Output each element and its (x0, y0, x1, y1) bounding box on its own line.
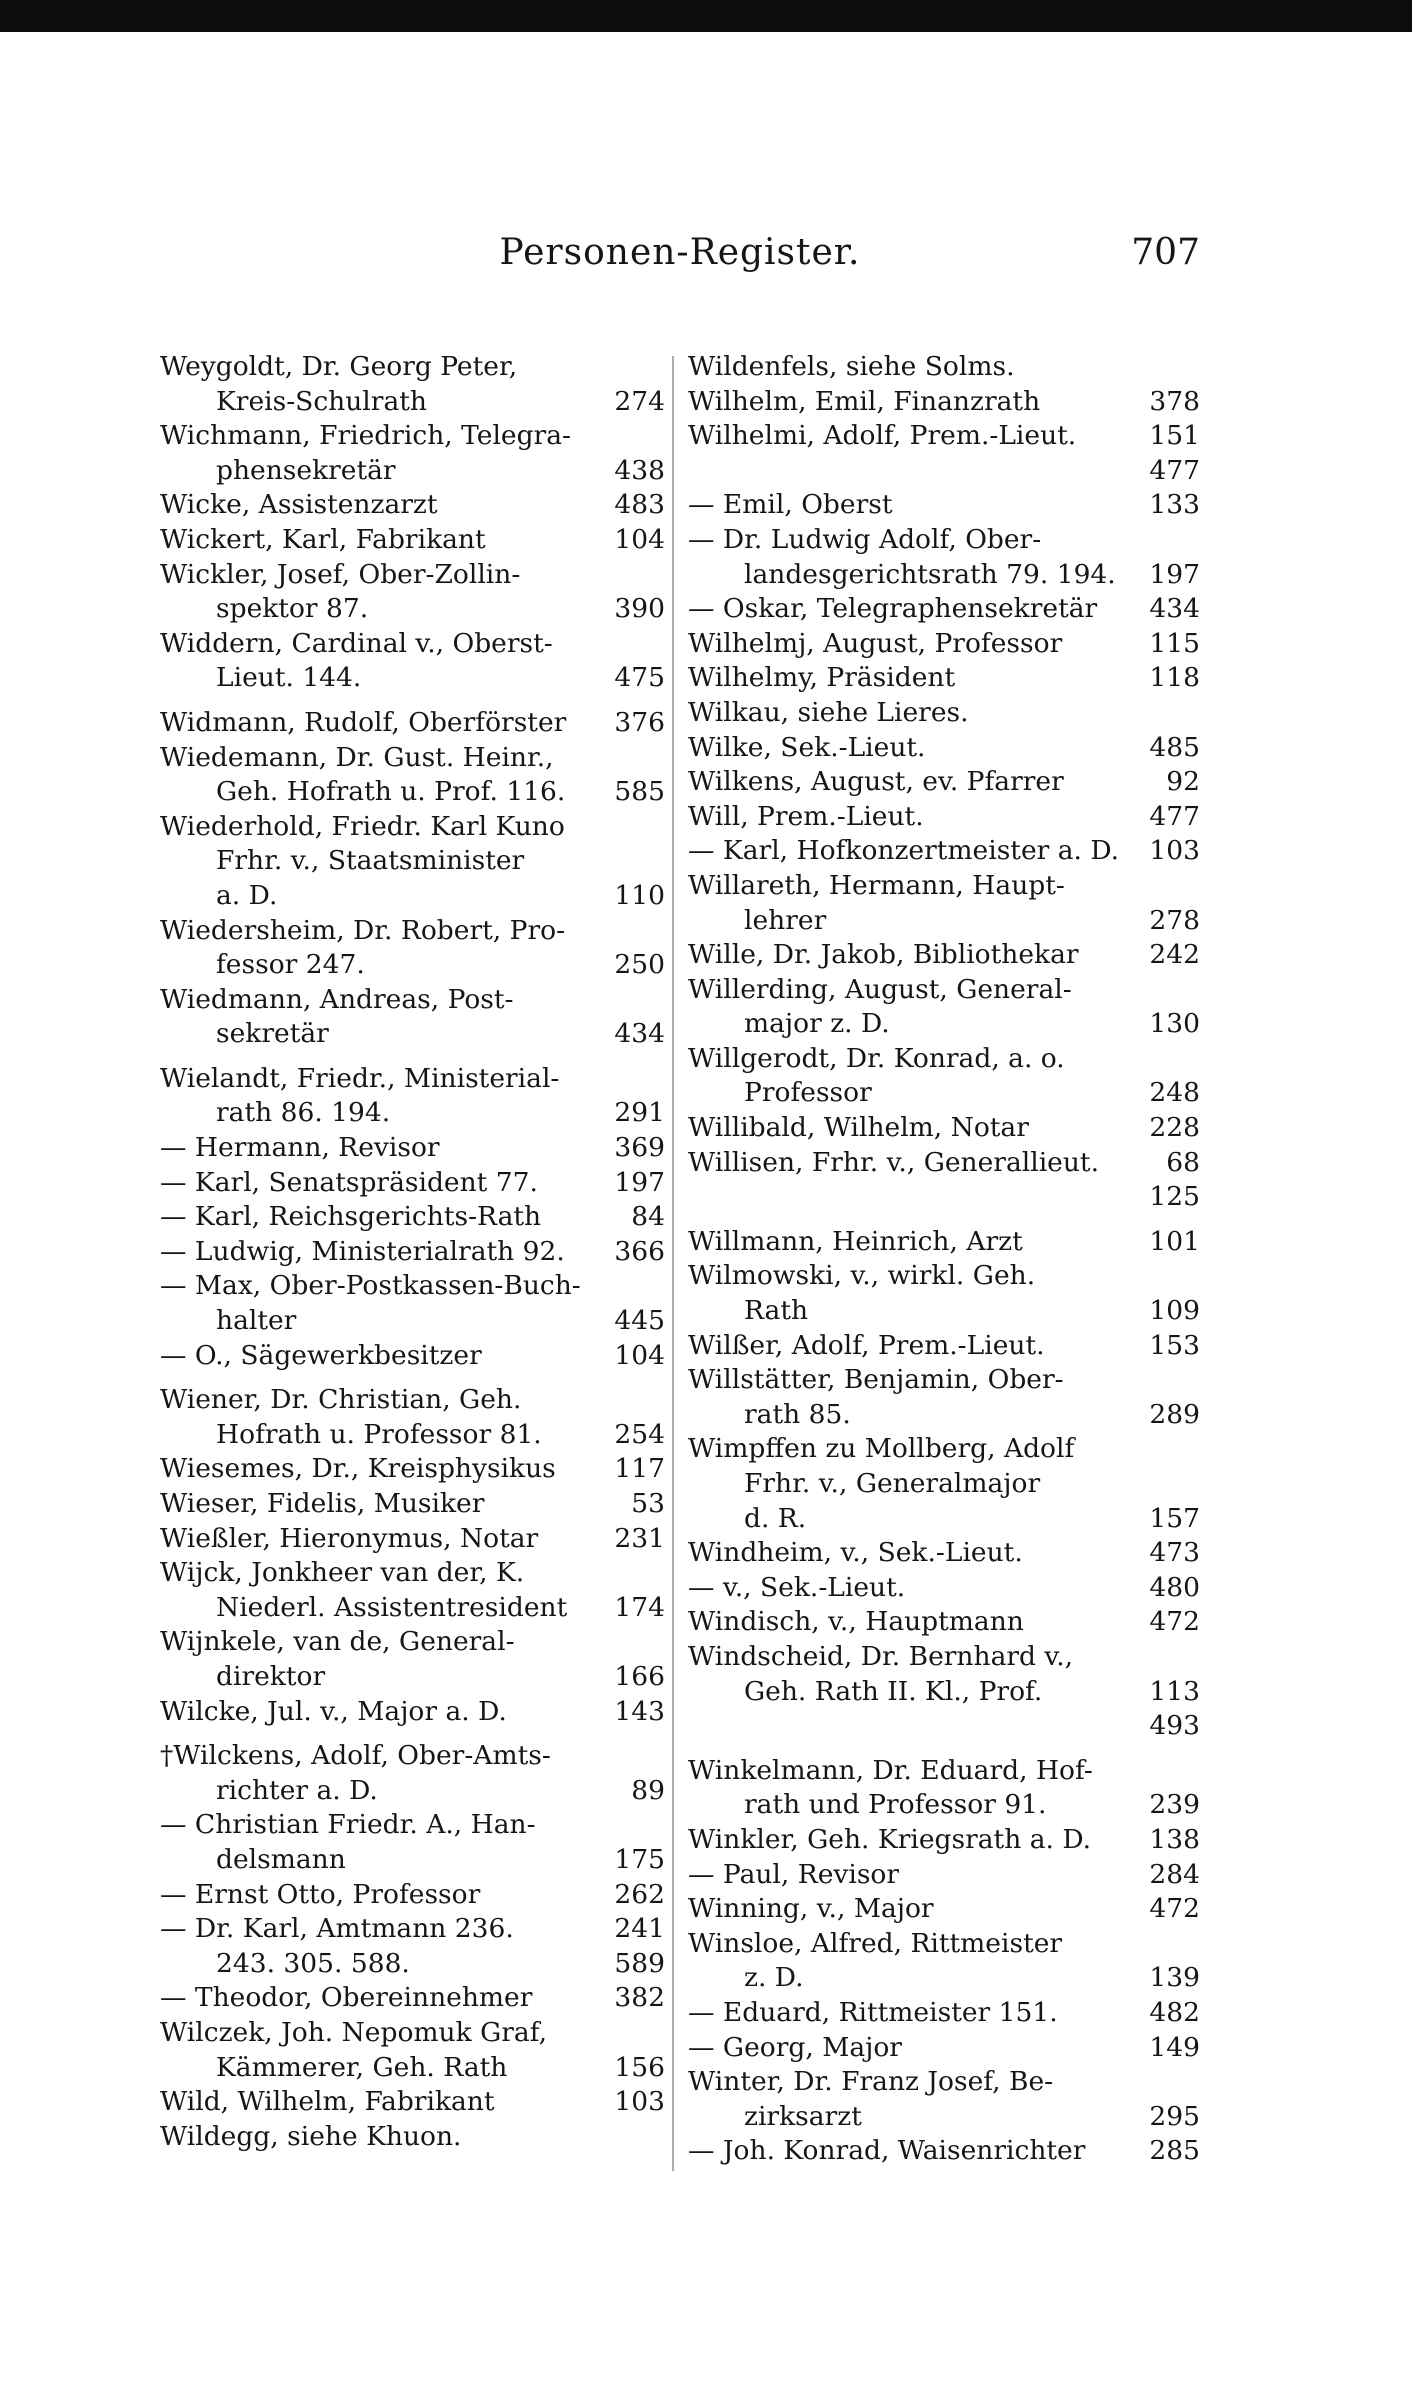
entry-text: — Eduard, Rittmeister 151. (688, 1996, 1058, 2028)
index-entry (688, 1076, 1200, 1111)
entry-page-ref: 175 (614, 1843, 665, 1875)
index-entry (688, 1927, 1200, 1962)
entry-text: — v., Sek.-Lieut. (688, 1571, 906, 1603)
index-entry (688, 454, 1200, 489)
page-title: Personen-Register. (499, 232, 861, 273)
entry-page-ref: 289 (1149, 1398, 1200, 1430)
entry-text: Wilke, Sek.-Lieut. (688, 731, 926, 763)
entry-text: — Max, Ober-Postkassen-Buch- (160, 1270, 581, 1302)
entry-text: Wichmann, Friedrich, Telegra- (160, 420, 571, 452)
index-entry (160, 983, 665, 1018)
entry-text: Hofrath u. Professor 81. (216, 1418, 542, 1450)
index-entry (688, 1640, 1200, 1675)
entry-page-ref: 157 (1149, 1502, 1200, 1534)
entry-text: Wilhelmi, Adolf, Prem.-Lieut. (688, 420, 1077, 452)
entry-text: Rath (744, 1295, 809, 1327)
entry-page-ref: 434 (614, 1018, 665, 1050)
entry-page-ref: 149 (1149, 2031, 1200, 2063)
index-entry (688, 938, 1200, 973)
index-entry (160, 592, 665, 627)
index-entry (160, 1452, 665, 1487)
index-entry (160, 523, 665, 558)
index-entry (160, 488, 665, 523)
entry-text: Windscheid, Dr. Bernhard v., (688, 1640, 1074, 1672)
entry-text: Windheim, v., Sek.-Lieut. (688, 1537, 1023, 1569)
entry-page-ref: 250 (614, 949, 665, 981)
index-entry (688, 2031, 1200, 2066)
entry-page-ref: 438 (614, 454, 665, 486)
index-entry (160, 1383, 665, 1418)
entry-page-ref: 254 (614, 1418, 665, 1450)
index-entry (160, 1912, 665, 1947)
entry-text: — Paul, Revisor (688, 1858, 900, 1890)
entry-text: Wilkau, siehe Lieres. (688, 696, 969, 728)
index-entry (688, 1007, 1200, 1042)
entry-page-ref: 241 (614, 1913, 665, 1945)
entry-text: — Karl, Reichsgerichts-Rath (160, 1201, 542, 1233)
entry-page-ref: 117 (614, 1453, 665, 1485)
index-entry (160, 1878, 665, 1913)
entry-text: Weygoldt, Dr. Georg Peter, (160, 351, 518, 382)
entry-text: Winkelmann, Dr. Eduard, Hof- (688, 1754, 1093, 1786)
entry-text: Willareth, Hermann, Haupt- (688, 869, 1065, 901)
index-entry (688, 1398, 1200, 1433)
entry-text: Will, Prem.-Lieut. (688, 800, 924, 832)
entry-text: Wilhelmy, Präsident (688, 662, 956, 694)
entry-text: Wimpffen zu Mollberg, Adolf (688, 1433, 1075, 1465)
index-entry (160, 627, 665, 662)
entry-page-ref: 434 (1149, 593, 1200, 625)
entry-text: — Emil, Oberst (688, 489, 893, 521)
entry-text: Wildegg, siehe Khuon. (160, 2120, 462, 2152)
entry-text: rath und Professor 91. (744, 1789, 1047, 1821)
entry-text: Wilhelm, Emil, Finanzrath (688, 385, 1041, 417)
left-index-column (160, 350, 665, 2154)
entry-text: Wille, Dr. Jakob, Bibliothekar (688, 939, 1079, 971)
right-index-column (688, 350, 1200, 2169)
index-entry (688, 419, 1200, 454)
index-entry (688, 1180, 1200, 1215)
index-entry (160, 1981, 665, 2016)
index-entry (160, 914, 665, 949)
entry-page-ref: 382 (614, 1982, 665, 2014)
index-entry (688, 800, 1200, 835)
entry-text: — Dr. Karl, Amtmann 236. (160, 1913, 514, 1945)
index-entry (688, 523, 1200, 558)
entry-page-ref: 166 (614, 1660, 665, 1692)
entry-text: Wiedersheim, Dr. Robert, Pro- (160, 914, 566, 946)
index-entry (688, 385, 1200, 420)
entry-text: fessor 247. (216, 949, 365, 981)
index-entry (160, 1739, 665, 1774)
entry-text: Wiedemann, Dr. Gust. Heinr., (160, 741, 554, 773)
entry-page-ref: 151 (1149, 420, 1200, 452)
entry-text: phensekretär (216, 454, 396, 486)
entry-page-ref: 493 (1149, 1710, 1200, 1742)
entry-page-ref: 248 (1149, 1077, 1200, 1109)
index-entry (160, 1096, 665, 1131)
index-entry (160, 661, 665, 696)
entry-page-ref: 153 (1149, 1329, 1200, 1361)
entry-page-ref: 118 (1149, 662, 1200, 694)
index-entry (688, 1329, 1200, 1364)
entry-text: 243. 305. 588. (216, 1947, 410, 1979)
entry-page-ref: 109 (1149, 1295, 1200, 1327)
entry-text: Willmann, Heinrich, Arzt (688, 1225, 1023, 1257)
entry-page-ref: 101 (1149, 1225, 1200, 1257)
entry-text: Wilmowski, v., wirkl. Geh. (688, 1260, 1036, 1292)
index-entry (160, 1017, 665, 1052)
entry-page-ref: 143 (614, 1695, 665, 1727)
entry-text: major z. D. (744, 1008, 890, 1040)
index-entry (688, 1042, 1200, 1077)
entry-text: Wickert, Karl, Fabrikant (160, 523, 486, 555)
entry-page-ref: 589 (614, 1947, 665, 1979)
entry-text: Wiesemes, Dr., Kreisphysikus (160, 1453, 556, 1485)
index-entry (160, 1947, 665, 1982)
index-entry (160, 1660, 665, 1695)
entry-text: Willerding, August, General- (688, 973, 1072, 1005)
entry-page-ref: 130 (1149, 1008, 1200, 1040)
entry-text: landesgerichtsrath 79. 194. (744, 558, 1116, 590)
index-entry (688, 592, 1200, 627)
index-entry (688, 661, 1200, 696)
entry-page-ref: 68 (1166, 1146, 1200, 1178)
index-entry (160, 1556, 665, 1591)
entry-text: Frhr. v., Staatsminister (216, 845, 525, 877)
entry-page-ref: 125 (1149, 1181, 1200, 1213)
entry-page-ref: 231 (614, 1522, 665, 1554)
index-entry (688, 350, 1200, 385)
entry-text: — Ludwig, Ministerialrath 92. (160, 1235, 565, 1267)
entry-text: Kreis-Schulrath (216, 385, 427, 417)
entry-page-ref: 278 (1149, 904, 1200, 936)
entry-text: Wießler, Hieronymus, Notar (160, 1522, 539, 1554)
entry-page-ref: 53 (631, 1488, 665, 1519)
index-entry (160, 741, 665, 776)
entry-page-ref: 369 (614, 1132, 665, 1164)
entry-page-ref: 239 (1149, 1789, 1200, 1821)
entry-page-ref: 472 (1149, 1893, 1200, 1925)
index-entry (160, 1591, 665, 1626)
index-entry (160, 1695, 665, 1730)
index-entry (688, 696, 1200, 731)
index-entry (160, 948, 665, 983)
entry-page-ref: 242 (1149, 939, 1200, 971)
entry-page-ref: 366 (614, 1235, 665, 1267)
entry-text: Windisch, v., Hauptmann (688, 1606, 1024, 1638)
index-entry (688, 2134, 1200, 2169)
entry-text: — Hermann, Revisor (160, 1132, 440, 1164)
index-entry (160, 1131, 665, 1166)
entry-text: z. D. (744, 1962, 804, 1994)
index-entry (688, 834, 1200, 869)
entry-page-ref: 84 (631, 1201, 665, 1233)
entry-page-ref: 197 (614, 1166, 665, 1198)
index-entry (160, 1774, 665, 1809)
index-entry (688, 1571, 1200, 1606)
entry-text: Wijnkele, van de, General- (160, 1626, 515, 1658)
entry-text: Winter, Dr. Franz Josef, Be- (688, 2066, 1054, 2098)
entry-text: Lieut. 144. (216, 662, 362, 694)
index-entry (160, 1235, 665, 1270)
entry-text: zirksarzt (744, 2100, 862, 2132)
index-entry (688, 558, 1200, 593)
entry-text: — Oskar, Telegraphensekretär (688, 593, 1098, 625)
entry-text: richter a. D. (216, 1774, 378, 1806)
entry-page-ref: 103 (614, 2086, 665, 2118)
index-entry (688, 731, 1200, 766)
entry-text: — Theodor, Obereinnehmer (160, 1982, 533, 2014)
index-entry (688, 1502, 1200, 1537)
index-entry (688, 1225, 1200, 1260)
entry-page-ref: 262 (614, 1878, 665, 1910)
entry-page-ref: 585 (614, 776, 665, 808)
entry-text: Willstätter, Benjamin, Ober- (688, 1364, 1064, 1396)
entry-text: †Wilckens, Adolf, Ober-Amts- (160, 1740, 551, 1772)
index-entry (160, 1062, 665, 1097)
index-entry (160, 879, 665, 914)
entry-text: Willisen, Frhr. v., Generallieut. (688, 1146, 1100, 1178)
entry-page-ref: 480 (1149, 1571, 1200, 1603)
index-entry (688, 1605, 1200, 1640)
index-entry (160, 1304, 665, 1339)
entry-text: Wiener, Dr. Christian, Geh. (160, 1384, 522, 1416)
index-entry (688, 904, 1200, 939)
entry-text: Wilcke, Jul. v., Major a. D. (160, 1695, 507, 1727)
entry-text: Wilßer, Adolf, Prem.-Lieut. (688, 1329, 1045, 1361)
index-entry (160, 1418, 665, 1453)
entry-text: Winning, v., Major (688, 1893, 934, 1925)
index-entry (160, 1843, 665, 1878)
index-entry (688, 1858, 1200, 1893)
index-entry (688, 1111, 1200, 1146)
page-number: 707 (1131, 232, 1200, 273)
entry-text: — Karl, Hofkonzertmeister a. D. (688, 835, 1120, 867)
index-entry (160, 844, 665, 879)
index-entry (160, 2016, 665, 2051)
index-entry (160, 775, 665, 810)
entry-text: — Georg, Major (688, 2031, 902, 2063)
index-entry (688, 1788, 1200, 1823)
entry-text: Wildenfels, siehe Solms. (688, 351, 1015, 382)
entry-text: — Ernst Otto, Professor (160, 1878, 481, 1910)
entry-page-ref: 285 (1149, 2135, 1200, 2167)
index-entry (688, 1754, 1200, 1789)
index-entry (688, 1892, 1200, 1927)
index-entry (688, 1146, 1200, 1181)
entry-page-ref: 475 (614, 662, 665, 694)
index-entry (688, 1363, 1200, 1398)
index-entry (160, 1625, 665, 1660)
index-entry (160, 1269, 665, 1304)
index-entry (160, 454, 665, 489)
entry-page-ref: 445 (614, 1305, 665, 1337)
entry-text: — Joh. Konrad, Waisenrichter (688, 2135, 1086, 2167)
index-entry (688, 2065, 1200, 2100)
entry-text: spektor 87. (216, 593, 369, 625)
index-entry (688, 1259, 1200, 1294)
entry-page-ref: 284 (1149, 1858, 1200, 1890)
entry-page-ref: 482 (1149, 1996, 1200, 2028)
entry-text: delsmann (216, 1843, 346, 1875)
index-entry (160, 385, 665, 420)
page-header (160, 232, 1200, 282)
entry-page-ref: 174 (614, 1591, 665, 1623)
index-entry (160, 1200, 665, 1235)
entry-page-ref: 156 (614, 2051, 665, 2083)
index-entry (688, 869, 1200, 904)
index-entry (160, 1339, 665, 1374)
entry-page-ref: 197 (1149, 558, 1200, 590)
index-entry (160, 1487, 665, 1522)
index-entry (688, 1467, 1200, 1502)
entry-page-ref: 104 (614, 1339, 665, 1371)
entry-text: lehrer (744, 904, 827, 936)
entry-page-ref: 483 (614, 489, 665, 521)
entry-text: — Karl, Senatspräsident 77. (160, 1166, 538, 1198)
index-entry (160, 706, 665, 741)
entry-page-ref: 104 (614, 523, 665, 555)
entry-page-ref: 472 (1149, 1606, 1200, 1638)
entry-text: Niederl. Assistentresident (216, 1591, 568, 1623)
entry-text: Wicke, Assistenzarzt (160, 489, 438, 521)
entry-text: halter (216, 1305, 297, 1337)
index-entry (688, 1996, 1200, 2031)
index-entry (160, 1166, 665, 1201)
entry-text: Geh. Hofrath u. Prof. 116. (216, 776, 566, 808)
entry-page-ref: 390 (614, 593, 665, 625)
entry-text: Geh. Rath II. Kl., Prof. (744, 1675, 1043, 1707)
index-entry (688, 2100, 1200, 2135)
entry-text: Professor (744, 1077, 872, 1109)
entry-page-ref: 115 (1149, 627, 1200, 659)
index-entry (160, 419, 665, 454)
entry-page-ref: 110 (614, 879, 665, 911)
entry-text: Willibald, Wilhelm, Notar (688, 1112, 1029, 1144)
index-entry (160, 2051, 665, 2086)
index-entry (160, 1522, 665, 1557)
entry-page-ref: 376 (614, 706, 665, 738)
entry-page-ref: 295 (1149, 2100, 1200, 2132)
entry-page-ref: 291 (614, 1097, 665, 1129)
entry-page-ref: 138 (1149, 1823, 1200, 1855)
entry-page-ref: 228 (1149, 1112, 1200, 1144)
entry-page-ref: 274 (614, 385, 665, 417)
index-entry (688, 1536, 1200, 1571)
entry-text: Wild, Wilhelm, Fabrikant (160, 2086, 495, 2118)
entry-page-ref: 477 (1149, 454, 1200, 486)
entry-text: Wickler, Josef, Ober-Zollin- (160, 558, 521, 590)
index-entry (688, 973, 1200, 1008)
entry-text: Widmann, Rudolf, Oberförster (160, 706, 567, 738)
entry-text: Wiederhold, Friedr. Karl Kuno (160, 810, 565, 842)
index-entry (688, 1961, 1200, 1996)
index-entry (688, 1432, 1200, 1467)
entry-text: Widdern, Cardinal v., Oberst- (160, 627, 553, 659)
entry-text: — O., Sägewerkbesitzer (160, 1339, 482, 1371)
entry-text: d. R. (744, 1502, 807, 1534)
entry-text: Wieser, Fidelis, Musiker (160, 1488, 485, 1519)
entry-text: — Dr. Ludwig Adolf, Ober- (688, 523, 1042, 555)
entry-text: rath 86. 194. (216, 1097, 391, 1129)
index-entry (160, 350, 665, 385)
entry-text: Winkler, Geh. Kriegsrath a. D. (688, 1823, 1092, 1855)
index-entry (688, 1675, 1200, 1710)
entry-text: rath 85. (744, 1398, 851, 1430)
entry-text: Frhr. v., Generalmajor (744, 1468, 1041, 1499)
entry-text: — Christian Friedr. A., Han- (160, 1809, 536, 1841)
entry-page-ref: 133 (1149, 489, 1200, 521)
entry-page-ref: 103 (1149, 835, 1200, 867)
entry-page-ref: 139 (1149, 1962, 1200, 1994)
entry-text: Willgerodt, Dr. Konrad, a. o. (688, 1042, 1065, 1074)
index-entry (688, 488, 1200, 523)
top-border-bar (0, 0, 1412, 32)
entry-text: Wijck, Jonkheer van der, K. (160, 1557, 525, 1589)
index-entry (160, 1808, 665, 1843)
entry-page-ref: 89 (631, 1774, 665, 1806)
index-entry (160, 2085, 665, 2120)
entry-text: sekretär (216, 1018, 329, 1050)
index-entry (688, 1709, 1200, 1744)
entry-text: Wiedmann, Andreas, Post- (160, 983, 514, 1015)
entry-text: Kämmerer, Geh. Rath (216, 2051, 508, 2083)
index-entry (160, 558, 665, 593)
entry-page-ref: 477 (1149, 800, 1200, 832)
entry-text: direktor (216, 1660, 326, 1692)
entry-text: Winsloe, Alfred, Rittmeister (688, 1927, 1063, 1959)
index-entry (688, 765, 1200, 800)
index-entry (688, 627, 1200, 662)
entry-page-ref: 473 (1149, 1537, 1200, 1569)
entry-page-ref: 92 (1166, 766, 1200, 798)
column-divider (672, 356, 674, 2171)
index-entry (688, 1294, 1200, 1329)
entry-text: Wilkens, August, ev. Pfarrer (688, 766, 1064, 798)
entry-text: Wilhelmj, August, Professor (688, 627, 1063, 659)
index-entry (160, 810, 665, 845)
entry-text: Wilczek, Joh. Nepomuk Graf, (160, 2016, 547, 2048)
entry-page-ref: 378 (1149, 385, 1200, 417)
index-entry (160, 2120, 665, 2155)
entry-text: a. D. (216, 879, 278, 911)
entry-page-ref: 113 (1149, 1675, 1200, 1707)
entry-page-ref: 485 (1149, 731, 1200, 763)
index-entry (688, 1823, 1200, 1858)
entry-text: Wielandt, Friedr., Ministerial- (160, 1062, 560, 1094)
